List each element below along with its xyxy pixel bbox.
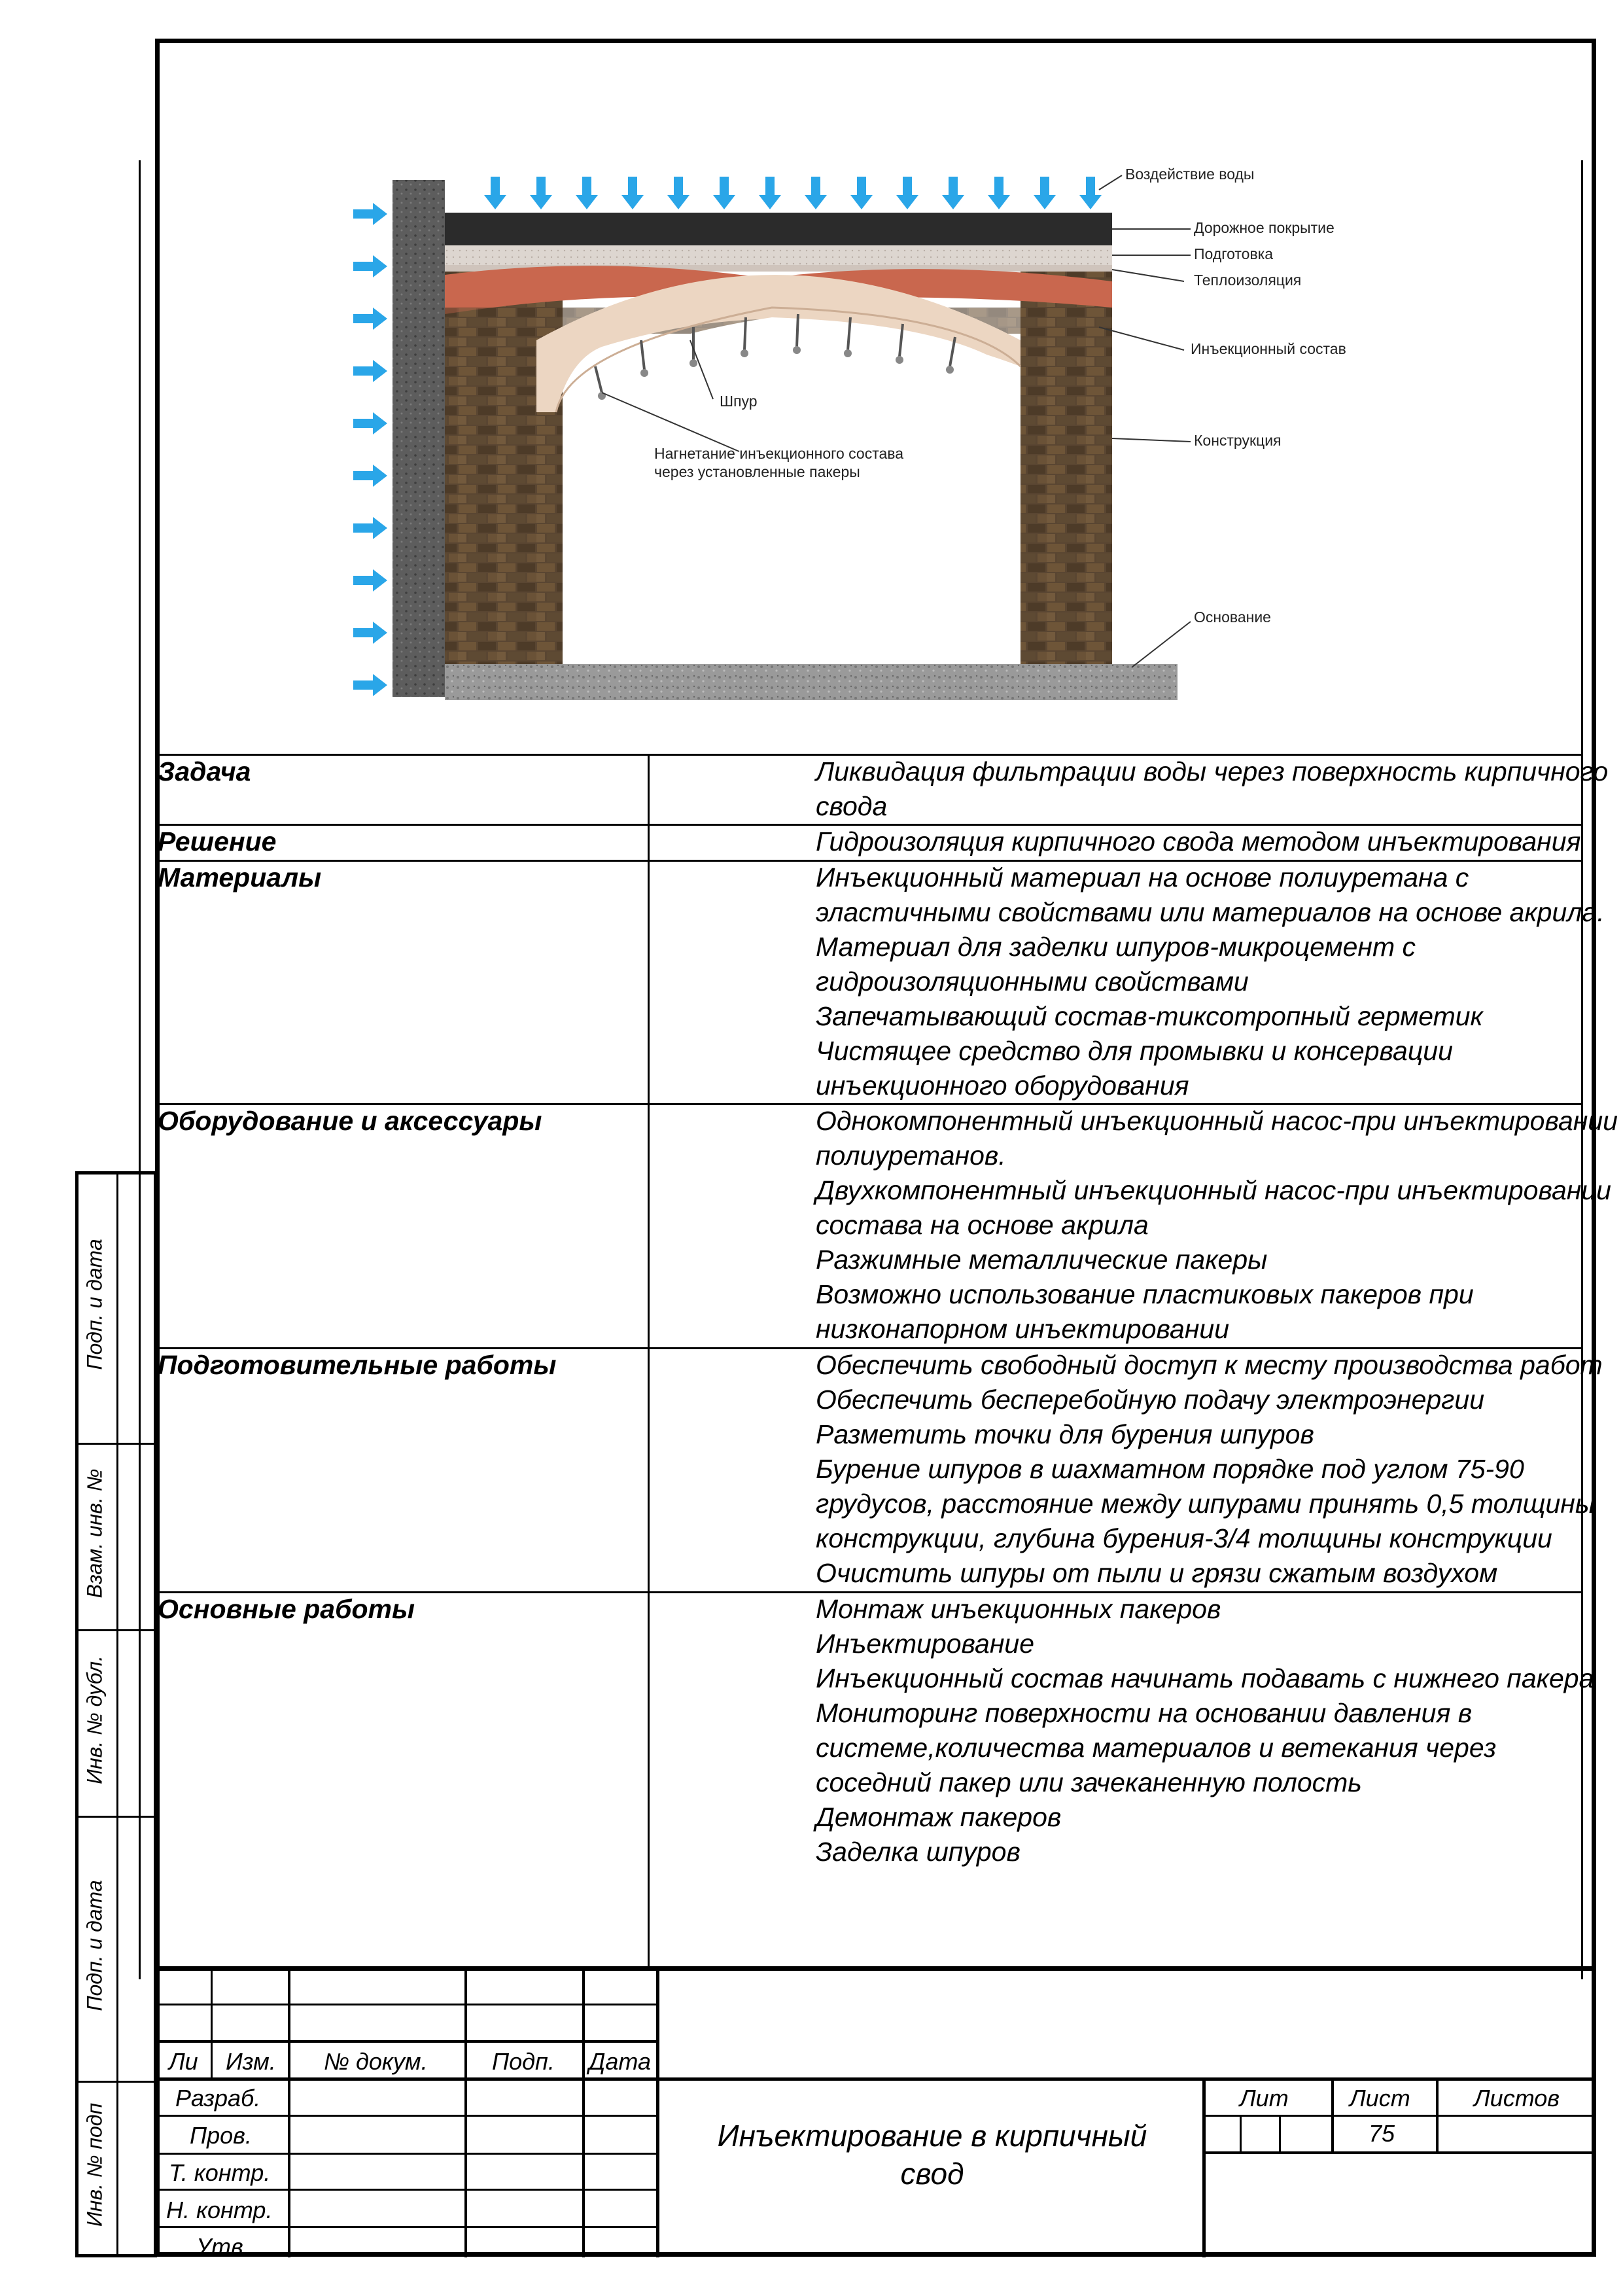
callout-insulation: Теплоизоляция	[1194, 272, 1302, 289]
table-row-preparatory	[155, 1347, 1603, 1593]
table-row-task	[155, 754, 1609, 826]
tb-vline-4	[582, 1966, 585, 2257]
document-title: Инъектирование в кирпичный свод	[717, 2119, 1147, 2191]
table-row-materials	[155, 860, 1605, 1105]
side-label-orig-inv: Инв. № подп	[82, 2102, 107, 2227]
callout-drill-hole: Шпур	[720, 393, 758, 410]
role-norm-control: Н. контр.	[166, 2197, 273, 2223]
title-block-top-border	[155, 1966, 1596, 1971]
tb-vline-2	[288, 1966, 290, 2257]
injection-note-line2: через установленные пакеры	[654, 463, 860, 480]
table-row-main-works	[155, 1591, 1594, 1969]
road-surface-layer	[445, 213, 1112, 245]
lit-label: Лит	[1240, 2085, 1289, 2111]
row-value-equipment: Однокомпонентный инъекционный насос-при инъектировании полиуретанов. Двухкомпонентный инъекционный насос-при инъектировании состава на основе акрила Разжимные металлические пакеры Возможно использование пластиковых пакеров при низконапорном инъектировании	[816, 1106, 1618, 1344]
water-arrows-left	[353, 203, 387, 696]
row-value-task: Ликвидация фильтрации воды через поверхность кирпичного свода	[816, 756, 1609, 821]
callout-preparation: Подготовка	[1194, 245, 1274, 262]
side-strip-divider	[116, 1171, 118, 2257]
side-label-sign-date-1: Подп. и дата	[82, 1239, 107, 1370]
col-header-doc-no: № докум.	[324, 2048, 428, 2075]
col-header-izm: Изм.	[226, 2048, 276, 2075]
side-label-sign-date-2: Подп. и дата	[82, 1880, 107, 2011]
tb-vline-lit-a	[1240, 2115, 1242, 2153]
callout-structure: Конструкция	[1194, 432, 1282, 449]
side-label-replace-inv: Взам. инв. №	[82, 1468, 107, 1598]
row-value-solution: Гидроизоляция кирпичного свода методом инъектирования	[816, 826, 1581, 857]
row-label-main-works: Основные работы	[158, 1594, 415, 1624]
row-value-materials: Инъекционный материал на основе полиуретана с эластичными свойствами или материалов на основе акрила. Материал для заделки шпуров-микроцемент с гидроизоляционными свойствами Запечатывающий состав-тиксотропный герметик Чистящее средство для промывки и консервации инъекционного оборудования	[816, 862, 1605, 1101]
row-label-equipment: Оборудование и аксессуары	[158, 1106, 542, 1136]
foundation	[445, 664, 1178, 700]
vault-diagram	[340, 150, 1346, 726]
row-value-main-works: Монтаж инъекционных пакеров Инъектирование Инъекционный состав начинать подавать с нижнего пакера Мониторинг поверхности на основании давления в системе,количества материалов и ветекания через соседний пакер или зачеканенную полость Демонтаж пакеров Заделка шпуров	[816, 1594, 1594, 1867]
sheets-label: Листов	[1474, 2085, 1560, 2111]
role-approved: Утв.	[196, 2233, 250, 2260]
retaining-wall	[393, 180, 445, 697]
sheet-number: 75	[1369, 2120, 1395, 2147]
role-checker: Пров.	[190, 2122, 252, 2149]
vault-diagram-svg	[340, 150, 1321, 726]
row-label-preparatory: Подготовительные работы	[158, 1350, 557, 1380]
callout-water-impact: Воздействие воды	[1125, 166, 1255, 183]
callout-foundation: Основание	[1194, 609, 1271, 626]
injection-note-line1: Нагнетание инъекционного состава	[654, 445, 904, 462]
callout-road-surface: Дорожное покрытие	[1194, 219, 1335, 236]
table-row-solution	[155, 824, 1581, 862]
tb-right-line-1	[1202, 2115, 1596, 2117]
col-header-date: Дата	[589, 2048, 651, 2075]
table-row-equipment	[155, 1103, 1618, 1349]
row-value-preparatory: Обеспечить свободный доступ к месту производства работ Обеспечить бесперебойную подачу электроэнергии Разметить точки для бурения шпуров Бурение шпуров в шахматном порядке под углом 75-90 грудусов, расстояние между шпурами принять 0,5 толщины конструкции, глубина бурения-3/4 толщины конструкции Очистить шпуры от пыли и грязи сжатым воздухом	[816, 1350, 1603, 1588]
role-tech-control: Т. контр.	[169, 2159, 271, 2186]
tb-vline-3	[464, 1966, 467, 2257]
water-arrows-top	[484, 177, 1102, 209]
row-label-solution: Решение	[158, 826, 277, 857]
row-label-materials: Материалы	[158, 862, 322, 892]
tb-vline-lit-b	[1279, 2115, 1281, 2153]
row-label-task: Задача	[158, 756, 251, 786]
role-developer: Разраб.	[175, 2085, 261, 2111]
preparation-layer	[445, 245, 1112, 265]
tb-right-line-2	[1202, 2151, 1596, 2154]
tb-vline-5	[656, 1966, 659, 2257]
tb-vline-1	[211, 1966, 213, 2081]
tb-line-3	[155, 2077, 1596, 2081]
callout-injection-compound: Инъекционный состав	[1191, 340, 1346, 357]
col-header-li: Ли	[169, 2048, 198, 2075]
sheet-label: Лист	[1350, 2085, 1410, 2111]
side-label-dup-inv: Инв. № дубл.	[82, 1655, 107, 1784]
col-header-sign: Подп.	[492, 2048, 555, 2075]
